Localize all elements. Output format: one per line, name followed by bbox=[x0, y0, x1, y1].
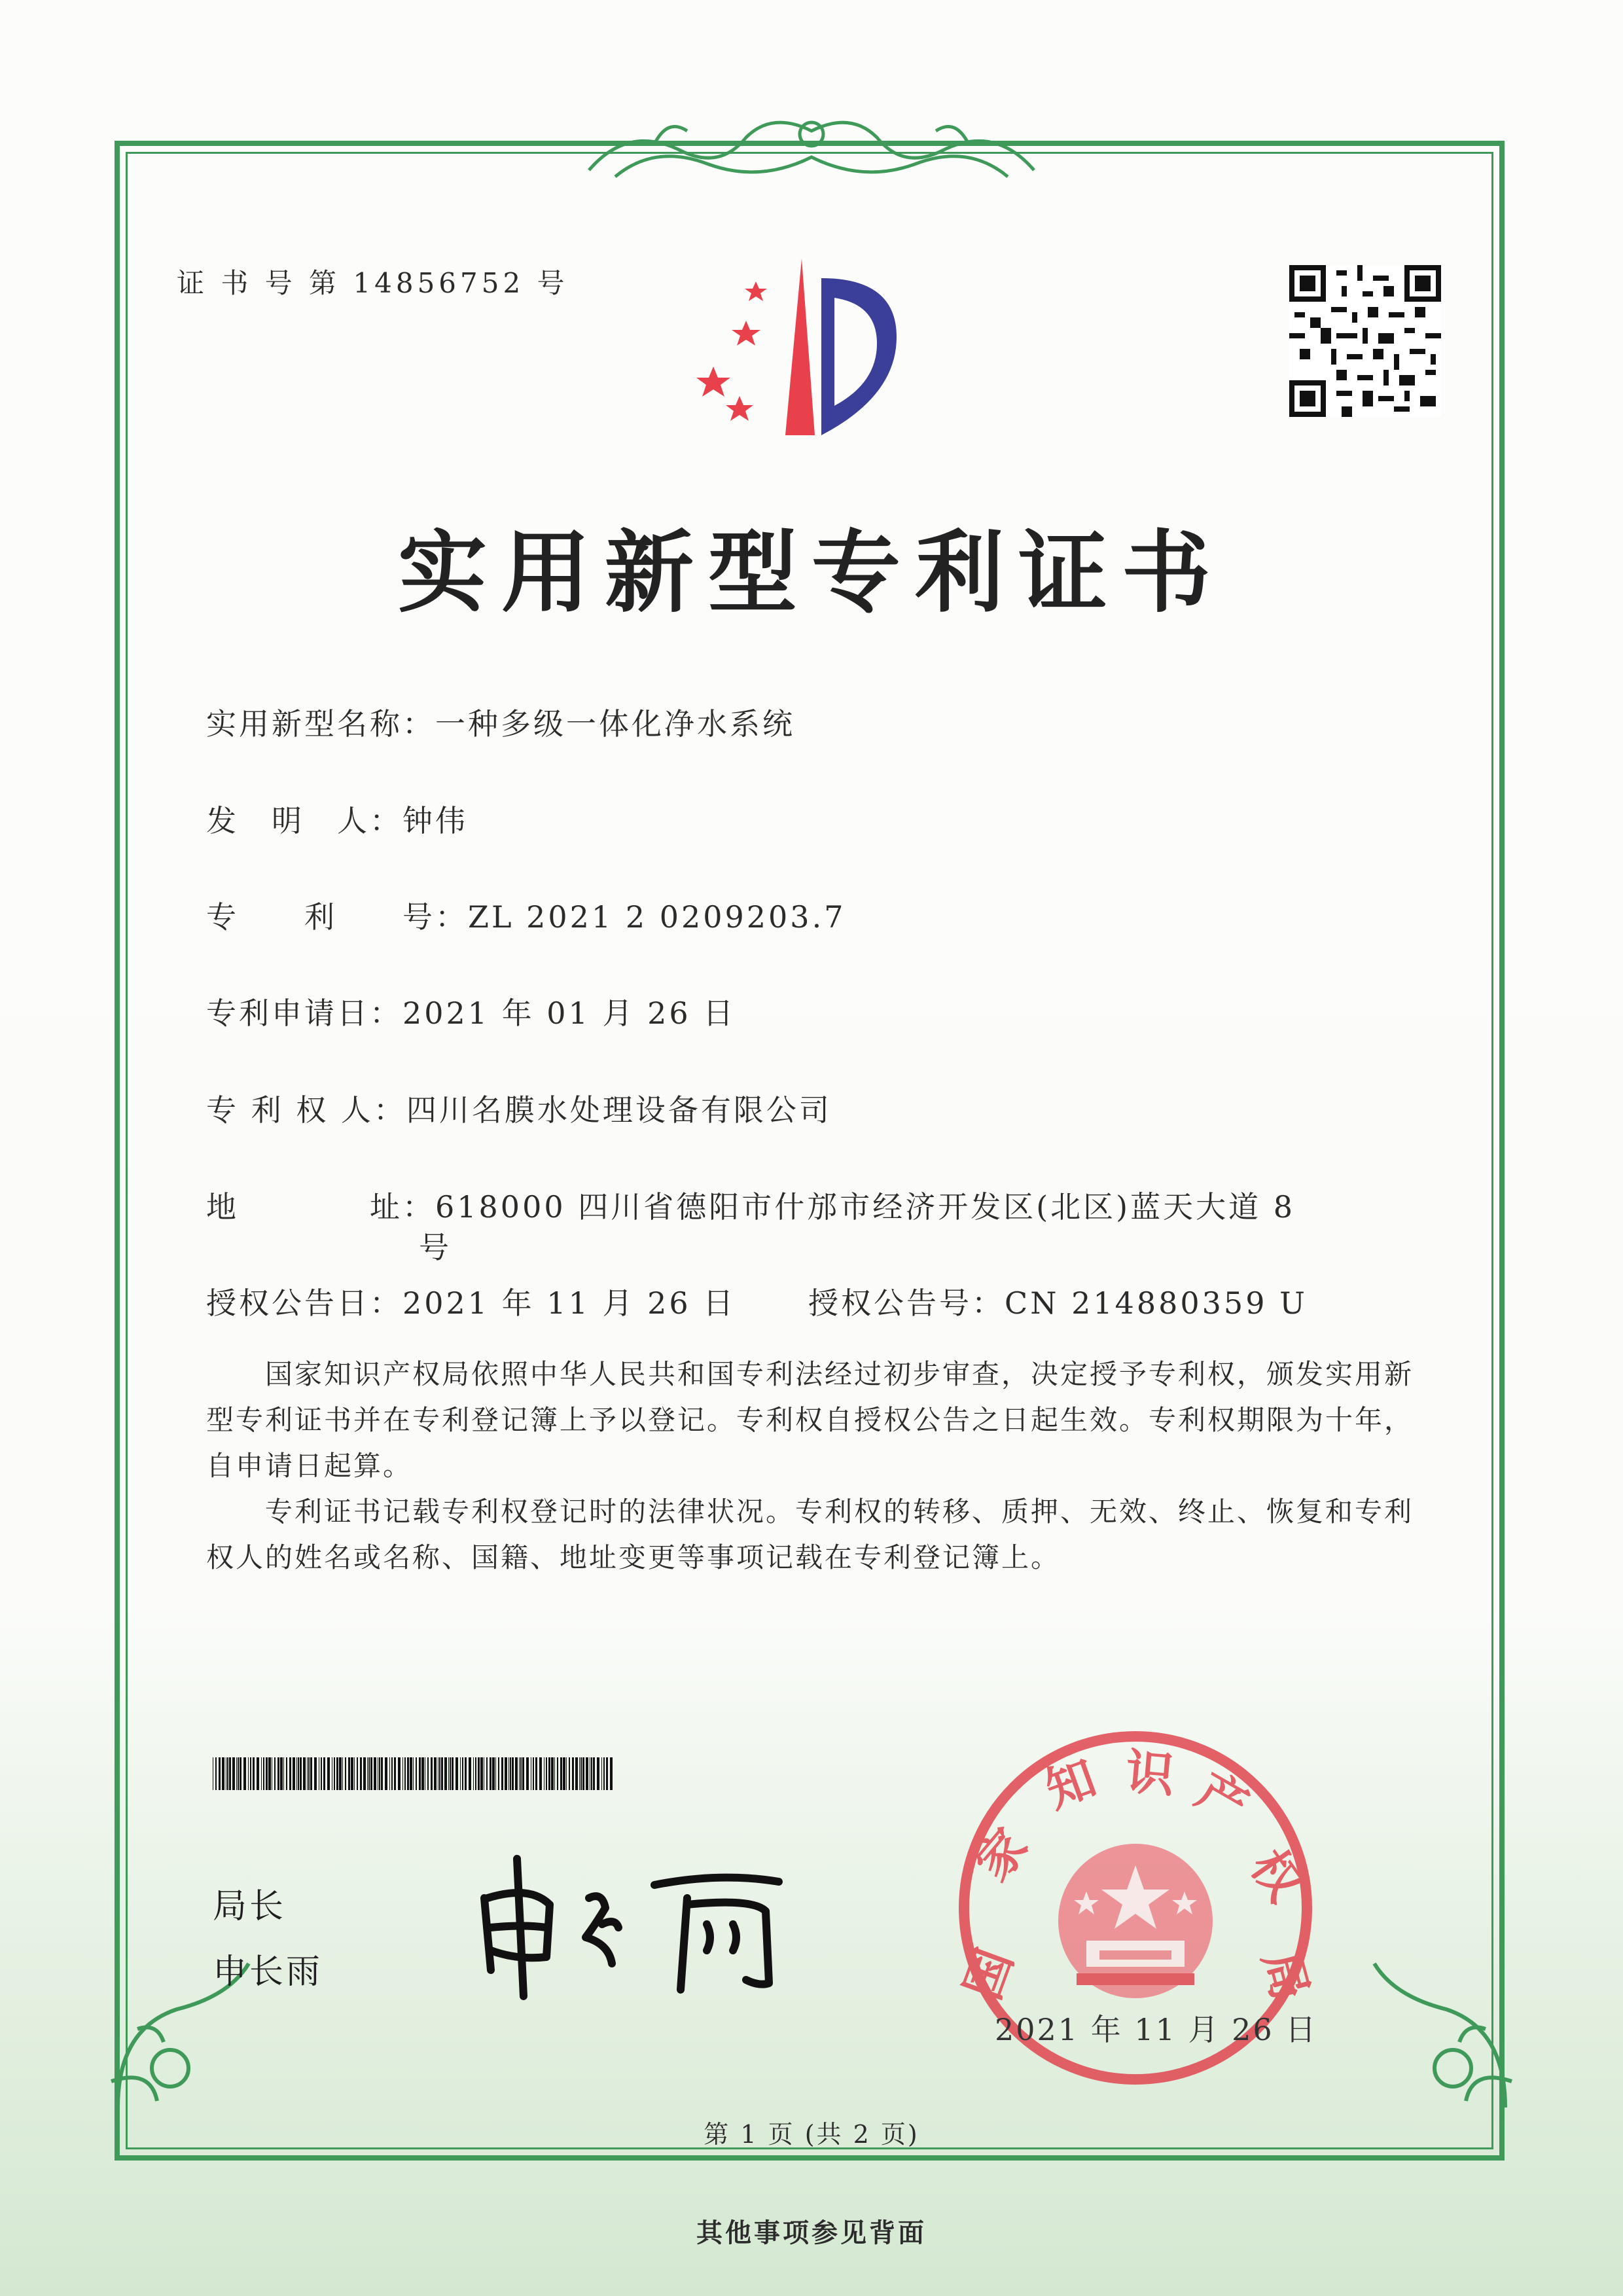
field-inventor bbox=[206, 797, 468, 840]
seal-char: 局 bbox=[1252, 1945, 1319, 2007]
top-ornament-icon bbox=[576, 98, 1047, 190]
field-value: 2021 年 11 月 26 日 bbox=[402, 1285, 736, 1321]
page-number: 第 1 页 (共 2 页) bbox=[704, 2120, 919, 2149]
field-label: 专 利 号： bbox=[206, 899, 468, 935]
seal-char: 国 bbox=[954, 1941, 1024, 2007]
field-value: 618000 四川省德阳市什邡市经济开发区(北区)蓝天大道 8 bbox=[435, 1189, 1296, 1225]
body-paragraph: 专利证书记载专利权登记时的法律状况。专利权的转移、质押、无效、终止、恢复和专利权人的姓名或名称、国籍、地址变更等事项记载在专利登记簿上。 bbox=[206, 1496, 1414, 1573]
field-value: 一种多级一体化净水系统 bbox=[435, 706, 795, 742]
field-label: 专利申请日： bbox=[206, 996, 402, 1031]
seal-char: 家 bbox=[965, 1818, 1039, 1892]
seal-char: 识 bbox=[1123, 1744, 1177, 1804]
field-value: ZL 2021 2 0209203.7 bbox=[468, 899, 846, 935]
field-value: 钟伟 bbox=[402, 803, 468, 838]
field-label: 授权公告号： bbox=[808, 1285, 1005, 1321]
field-address-line2: 号 bbox=[419, 1230, 452, 1265]
qr-code-icon[interactable] bbox=[1289, 265, 1441, 417]
field-grant-date bbox=[206, 1280, 736, 1323]
field-utility-model-name bbox=[206, 700, 795, 744]
director-title: 局长 bbox=[213, 1887, 287, 1926]
cnipa-logo-icon bbox=[687, 252, 936, 442]
field-label: 实用新型名称： bbox=[206, 706, 435, 742]
seal-char: 权 bbox=[1240, 1839, 1313, 1912]
field-label: 发 明 人： bbox=[206, 803, 402, 838]
seal-date: 2021 年 11 月 26 日 bbox=[995, 2012, 1318, 2047]
certificate-number: 证 书 号 第 14856752 号 bbox=[177, 267, 569, 299]
barcode-icon bbox=[213, 1757, 615, 1790]
field-label: 地 址： bbox=[206, 1189, 435, 1225]
body-paragraph: 国家知识产权局依照中华人民共和国专利法经过初步审查，决定授予专利权，颁发实用新型专利证书并在专利登记簿上予以登记。专利权自授权公告之日起生效。专利权期限为十年，自申请日起算。 bbox=[206, 1358, 1414, 1482]
field-filing-date bbox=[206, 990, 736, 1033]
field-value: 四川名膜水处理设备有限公司 bbox=[406, 1092, 832, 1128]
field-label: 专 利 权 人： bbox=[206, 1092, 406, 1128]
seal-char: 产 bbox=[1186, 1762, 1258, 1836]
field-grant-number bbox=[808, 1280, 1308, 1323]
field-patentee bbox=[206, 1086, 832, 1130]
seal-char: 知 bbox=[1038, 1749, 1103, 1820]
certificate-title: 实用新型专利证书 bbox=[398, 520, 1225, 625]
director-signature-icon bbox=[471, 1846, 812, 2003]
field-patent-number bbox=[206, 893, 846, 937]
field-value: CN 214880359 U bbox=[1005, 1285, 1308, 1321]
director-name: 申长雨 bbox=[213, 1952, 323, 1992]
back-note: 其他事项参见背面 bbox=[696, 2217, 927, 2248]
field-label: 授权公告日： bbox=[206, 1285, 402, 1321]
field-value: 2021 年 01 月 26 日 bbox=[402, 996, 736, 1031]
corner-ornament-right-icon bbox=[1355, 1950, 1525, 2121]
field-address bbox=[206, 1183, 1295, 1227]
